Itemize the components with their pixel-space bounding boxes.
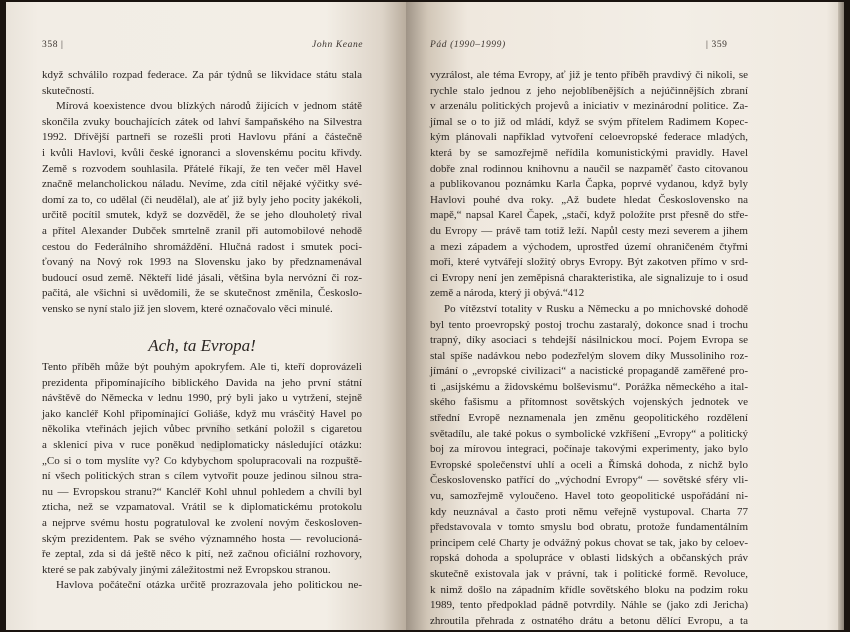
text-line: střední Evropě neznamenala jen změnu geopolitického rozdělení — [430, 412, 748, 425]
running-head-right: Pád (1990–1999) — [430, 40, 506, 50]
text-line: když schválilo rozpad federace. Za pár týdnů se likvidace státu stala — [42, 69, 362, 81]
text-line: stal spíše nadávkou nebo podezřelým slovem díky Mussoliniho roz- — [430, 349, 748, 362]
text-line: a publikovanou poznámku Karla Čapka, poprvé vydanou, když byly — [430, 178, 748, 191]
text-line: v arzenálu politických projevů a iniciativ v mezinárodní politice. Za- — [430, 100, 748, 113]
text-line: vensko se nyní stalo již jen slovem, které označovalo věci minulé. — [42, 302, 333, 315]
text-line: značně melancholickou náladu. Nevíme, zda cítil nějaké výčitky své- — [42, 178, 362, 191]
text-line: jímání o „evropské civilizaci“ a nacistické propagandě zaměřené pro- — [430, 365, 748, 378]
text-line: světadílu, ale také pokus o symbolické vzkříšení „Evropy“ a politický — [430, 427, 748, 440]
text-line: Po vítězství totality v Rusku a Německu a po mnichovské dohodě — [444, 302, 748, 315]
text-line: ní všech politických stran s cílem vytvořit pouze jedinou silnou stra- — [42, 470, 362, 483]
text-line: jímal se o to již od mládí, když se svým přítelem Radimem Kopec- — [430, 115, 748, 128]
text-line: ského fašismu a přítomnost sovětských vojenských jednotek ve — [430, 396, 748, 409]
page-edge — [838, 2, 844, 630]
text-line: představovala v tomto smyslu bod obratu, protože fundamentálním — [430, 521, 748, 534]
text-line: principem celé Charty je odvážný pokus chovat se tak, jako by celoev- — [430, 536, 748, 549]
text-line: návštěvě do Německa v lednu 1990, prý byli jako u vytržení, stejně — [42, 392, 362, 405]
text-line: Havlovi pouhé dva roky. „Až budete hledat Československo na — [430, 193, 748, 206]
text-line: k nimž došlo na západním křídle sovětského bloku na podzim roku — [430, 583, 748, 596]
text-line: trapný, díky asociaci s tehdejší násilnickou mocí. Pojem Evropa se — [430, 334, 748, 347]
text-line: rychle stalo jednou z jeho nejoblíbenějších a nejúčinnějších zbraní — [430, 84, 748, 97]
text-line: byl tento proevropský postoj trochu zastaralý, dokonce snad i trochu — [430, 318, 748, 331]
text-line: boj za mírovou integraci, počínaje takovými experimenty, jako bylo — [430, 443, 748, 456]
text-line: ťovaný na Nový rok 1993 na Slovensku jako by předznamenával — [42, 256, 362, 269]
text-line: „Co si o tom myslíte vy? Co kdybychom spolupracovali na rozpuště- — [42, 454, 362, 467]
text-line: kdy neuznával a často proti němu veřejně vystupoval. Charta 77 — [430, 505, 748, 518]
text-line: Evropské společenství uhlí a oceli a Římská dohoda, z nichž bylo — [430, 458, 748, 471]
text-line: skutečností. — [42, 84, 95, 97]
running-head-left: John Keane — [312, 40, 364, 50]
page-number-left: 358 | — [42, 40, 64, 50]
text-line: skončila zvuky bouchajících zátek od lahví šampaňského na Silvestra — [42, 115, 362, 128]
text-line: dobře znal rodinnou knihovnu a naučil se nazpaměť často citovanou — [430, 162, 748, 175]
text-line: která by se samozřejmě neřídila komunistickými pravidly. Havel — [430, 146, 748, 159]
text-line: prezidenta připomínajícího biblického Davida na jeho první státní — [42, 376, 362, 389]
text-line: moři, které vytvářejí složitý obrys Evropy. Být zakotven přímo v srd- — [430, 256, 748, 269]
text-line: pačitá, ale všichni si uvědomili, že se skutečnost změnila, Českoslo- — [42, 287, 362, 300]
text-line: jako kancléř Kohl připomínající Goliáše, když mu vrásčitý Havel po — [42, 407, 362, 420]
section-title: Ach, ta Evropa! — [148, 336, 256, 355]
left-text-block-1 — [42, 68, 362, 318]
left-text-block-2 — [42, 360, 362, 594]
text-line: země a národa, který ji obývá.“412 — [430, 287, 585, 300]
text-line: du Evropy — právě tam totiž leží. Napůl cesty mezi severem a jihem — [430, 224, 748, 237]
text-line: ře zeptal, zda si dá ještě něco k pití, než začnou oficiální rozhovory, — [42, 548, 362, 561]
text-line: mapě,“ napsal Karel Čapek, „stačí, když položíte prst přesně do stře- — [430, 209, 748, 222]
text-line: ropská dohoda a spolupráce v oblasti lidských a občanských práv — [430, 552, 748, 565]
text-line: Tento příběh může být pouhým apokryfem. Ale ti, kteří doprovázeli — [42, 361, 362, 373]
text-line: domí za to, co udělal (či neudělal), ale ať již byly jeho pocity jakékoli, — [42, 193, 362, 206]
text-line: které se pak zabývaly jinými záležitostmi než Evropskou stranou. — [42, 563, 331, 576]
text-line: i kvůli Havlovi, kvůli české ignoranci a slovenskému pocitu křivdy. — [42, 146, 362, 159]
text-line: ti „asijskému a židovskému bolševismu“. Porážka německého a ital- — [430, 380, 748, 393]
text-line: vu, samozřejmě vyloučeno. Havel toto geopolitické uspořádání ni- — [430, 490, 748, 503]
right-text-block — [430, 68, 748, 629]
text-line: ci Evropy není jen zeměpisná charakteristika, ale signalizuje to i osud — [430, 271, 748, 284]
text-line: ským prezidentem. Pak se svého významného hosta — revolucioná- — [42, 532, 362, 545]
text-line: a nejprve svému hostu pogratuloval ke zvolení novým českosloven- — [42, 516, 362, 529]
text-line: nu — Evropskou stranu?“ Kancléř Kohl uhnul pohledem a chvíli byl — [42, 485, 362, 498]
text-line: Mírová koexistence dvou blízkých národů žijících v jednom státě — [56, 100, 362, 113]
left-page — [6, 2, 406, 630]
text-line: Československo patřící do „východní Evropy“ — sovětské sféry vli- — [430, 474, 748, 487]
text-line: cestou do Federálního shromáždění. Hlučná radost i smutek poci- — [42, 240, 362, 253]
page-number-right: | 359 — [706, 40, 728, 50]
text-line: 1989, tento předpoklad pádně potvrdily. Náhle se (jako zdi Jericha) — [430, 599, 748, 612]
text-line: skutečně existovala jak v právní, tak i politické formě. Revoluce, — [430, 568, 748, 580]
text-line: a sklenicí piva v ruce poněkud nediplomaticky následující otázku: — [42, 438, 362, 451]
text-line: a mezi západem a východem, uprostřed území ohraničeném čtyřmi — [430, 240, 748, 253]
text-line: 1992. Dřívější partneři se rozešli proti Havlovu přání a částečně — [42, 131, 362, 144]
text-line: několika vteřinách jejich vůbec prvního setkání položil s cigaretou — [42, 423, 362, 436]
text-line: Havlova počáteční otázka určitě prozrazovala jeho politickou ne- — [56, 579, 362, 592]
text-line: a přítel Alexander Dubček smrtelně zranil při automobilové nehodě — [42, 224, 362, 237]
text-line: zticha, než se vzpamatoval. Vrátil se k diplomatickému protokolu — [42, 501, 362, 514]
text-line: kým plánovali například vytvoření celoevropské federace mladých, — [430, 131, 748, 144]
text-line: budoucí osud země. Někteří lidé jásali, většina byla nervózní či roz- — [42, 271, 362, 284]
book-spread — [6, 2, 844, 630]
text-line: Země s rozvodem souhlasila. Přátelé říkají, že ten večer měl Havel — [42, 162, 362, 175]
text-line: vyzrálost, ale téma Evropy, ať již je tento příběh pravdivý či nikoli, se — [430, 69, 748, 81]
right-page — [406, 2, 844, 630]
text-line: určitě pocítil smutek, když se dozvěděl, že se jeho dlouholetý rival — [42, 209, 362, 222]
text-line: zhroutila přehrada z ostnatého drátu a betonu dělící Evropu, a ta — [430, 614, 748, 627]
